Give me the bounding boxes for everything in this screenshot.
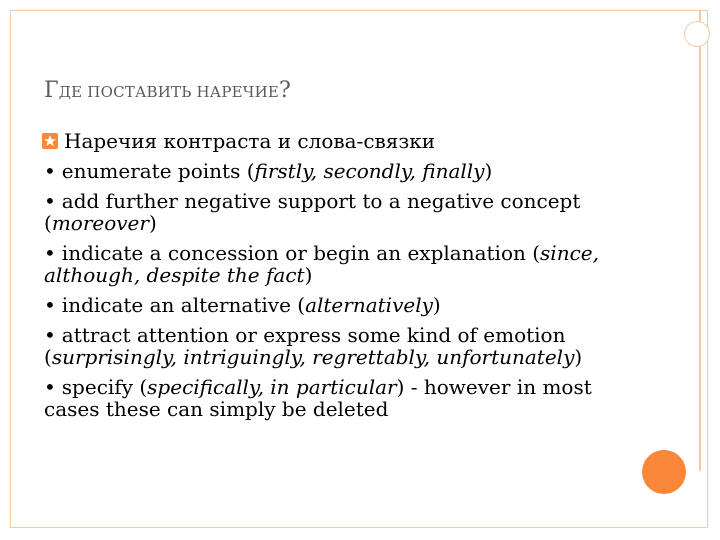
heading-text: Наречия контраста и слова-связки — [64, 129, 436, 153]
item-text: specify ( — [61, 375, 148, 399]
list-item-enumerate — [44, 160, 644, 182]
item-example: alternatively — [305, 293, 433, 317]
item-text-end: ) - however in most cases these can simply be deleted — [44, 375, 592, 421]
item-text-end: ) — [574, 345, 583, 369]
item-text: indicate an alternative ( — [61, 293, 306, 317]
bullet-dot: • — [44, 241, 56, 265]
item-example: surprisingly, intriguingly, regrettably, unfortunately — [51, 345, 575, 369]
item-example: specifically, in particular — [147, 375, 397, 399]
title-first-letter: Г — [44, 78, 59, 103]
item-text-end: ) — [484, 159, 493, 183]
item-text: enumerate points ( — [61, 159, 255, 183]
bullet-dot: • — [44, 375, 56, 399]
list-item-alternative — [44, 294, 644, 316]
item-example: moreover — [51, 211, 149, 235]
item-text-end: ) — [432, 293, 441, 317]
item-text: add further negative support to a negative concept ( — [44, 189, 581, 235]
list-item-emotion — [44, 324, 644, 368]
decorative-orange-circle — [642, 450, 686, 494]
bullet-dot: • — [44, 293, 56, 317]
list-item-negative-support — [44, 190, 644, 234]
item-text: attract attention or express some kind of emotion ( — [44, 323, 566, 369]
bullet-dot: • — [44, 189, 56, 213]
item-text-end: ) — [304, 263, 313, 287]
decorative-ring — [684, 21, 710, 47]
heading-bullet — [44, 130, 644, 152]
bullet-dot: • — [44, 323, 56, 347]
slide-title — [44, 78, 291, 103]
bullet-dot: • — [44, 159, 56, 183]
list-item-specify — [44, 376, 644, 420]
frame-divider — [699, 11, 701, 471]
item-example: since, although, despite the fact — [44, 241, 599, 287]
orange-star-bullet-icon — [42, 133, 58, 149]
title-rest: ДЕ ПОСТАВИТЬ НАРЕЧИЕ — [58, 83, 280, 101]
item-example: firstly, secondly, finally — [254, 159, 485, 183]
item-text: indicate a concession or begin an explanation ( — [61, 241, 541, 265]
item-text-end: ) — [148, 211, 157, 235]
list-item-concession — [44, 242, 644, 286]
title-question-mark: ? — [279, 78, 292, 103]
slide-content — [44, 130, 644, 428]
